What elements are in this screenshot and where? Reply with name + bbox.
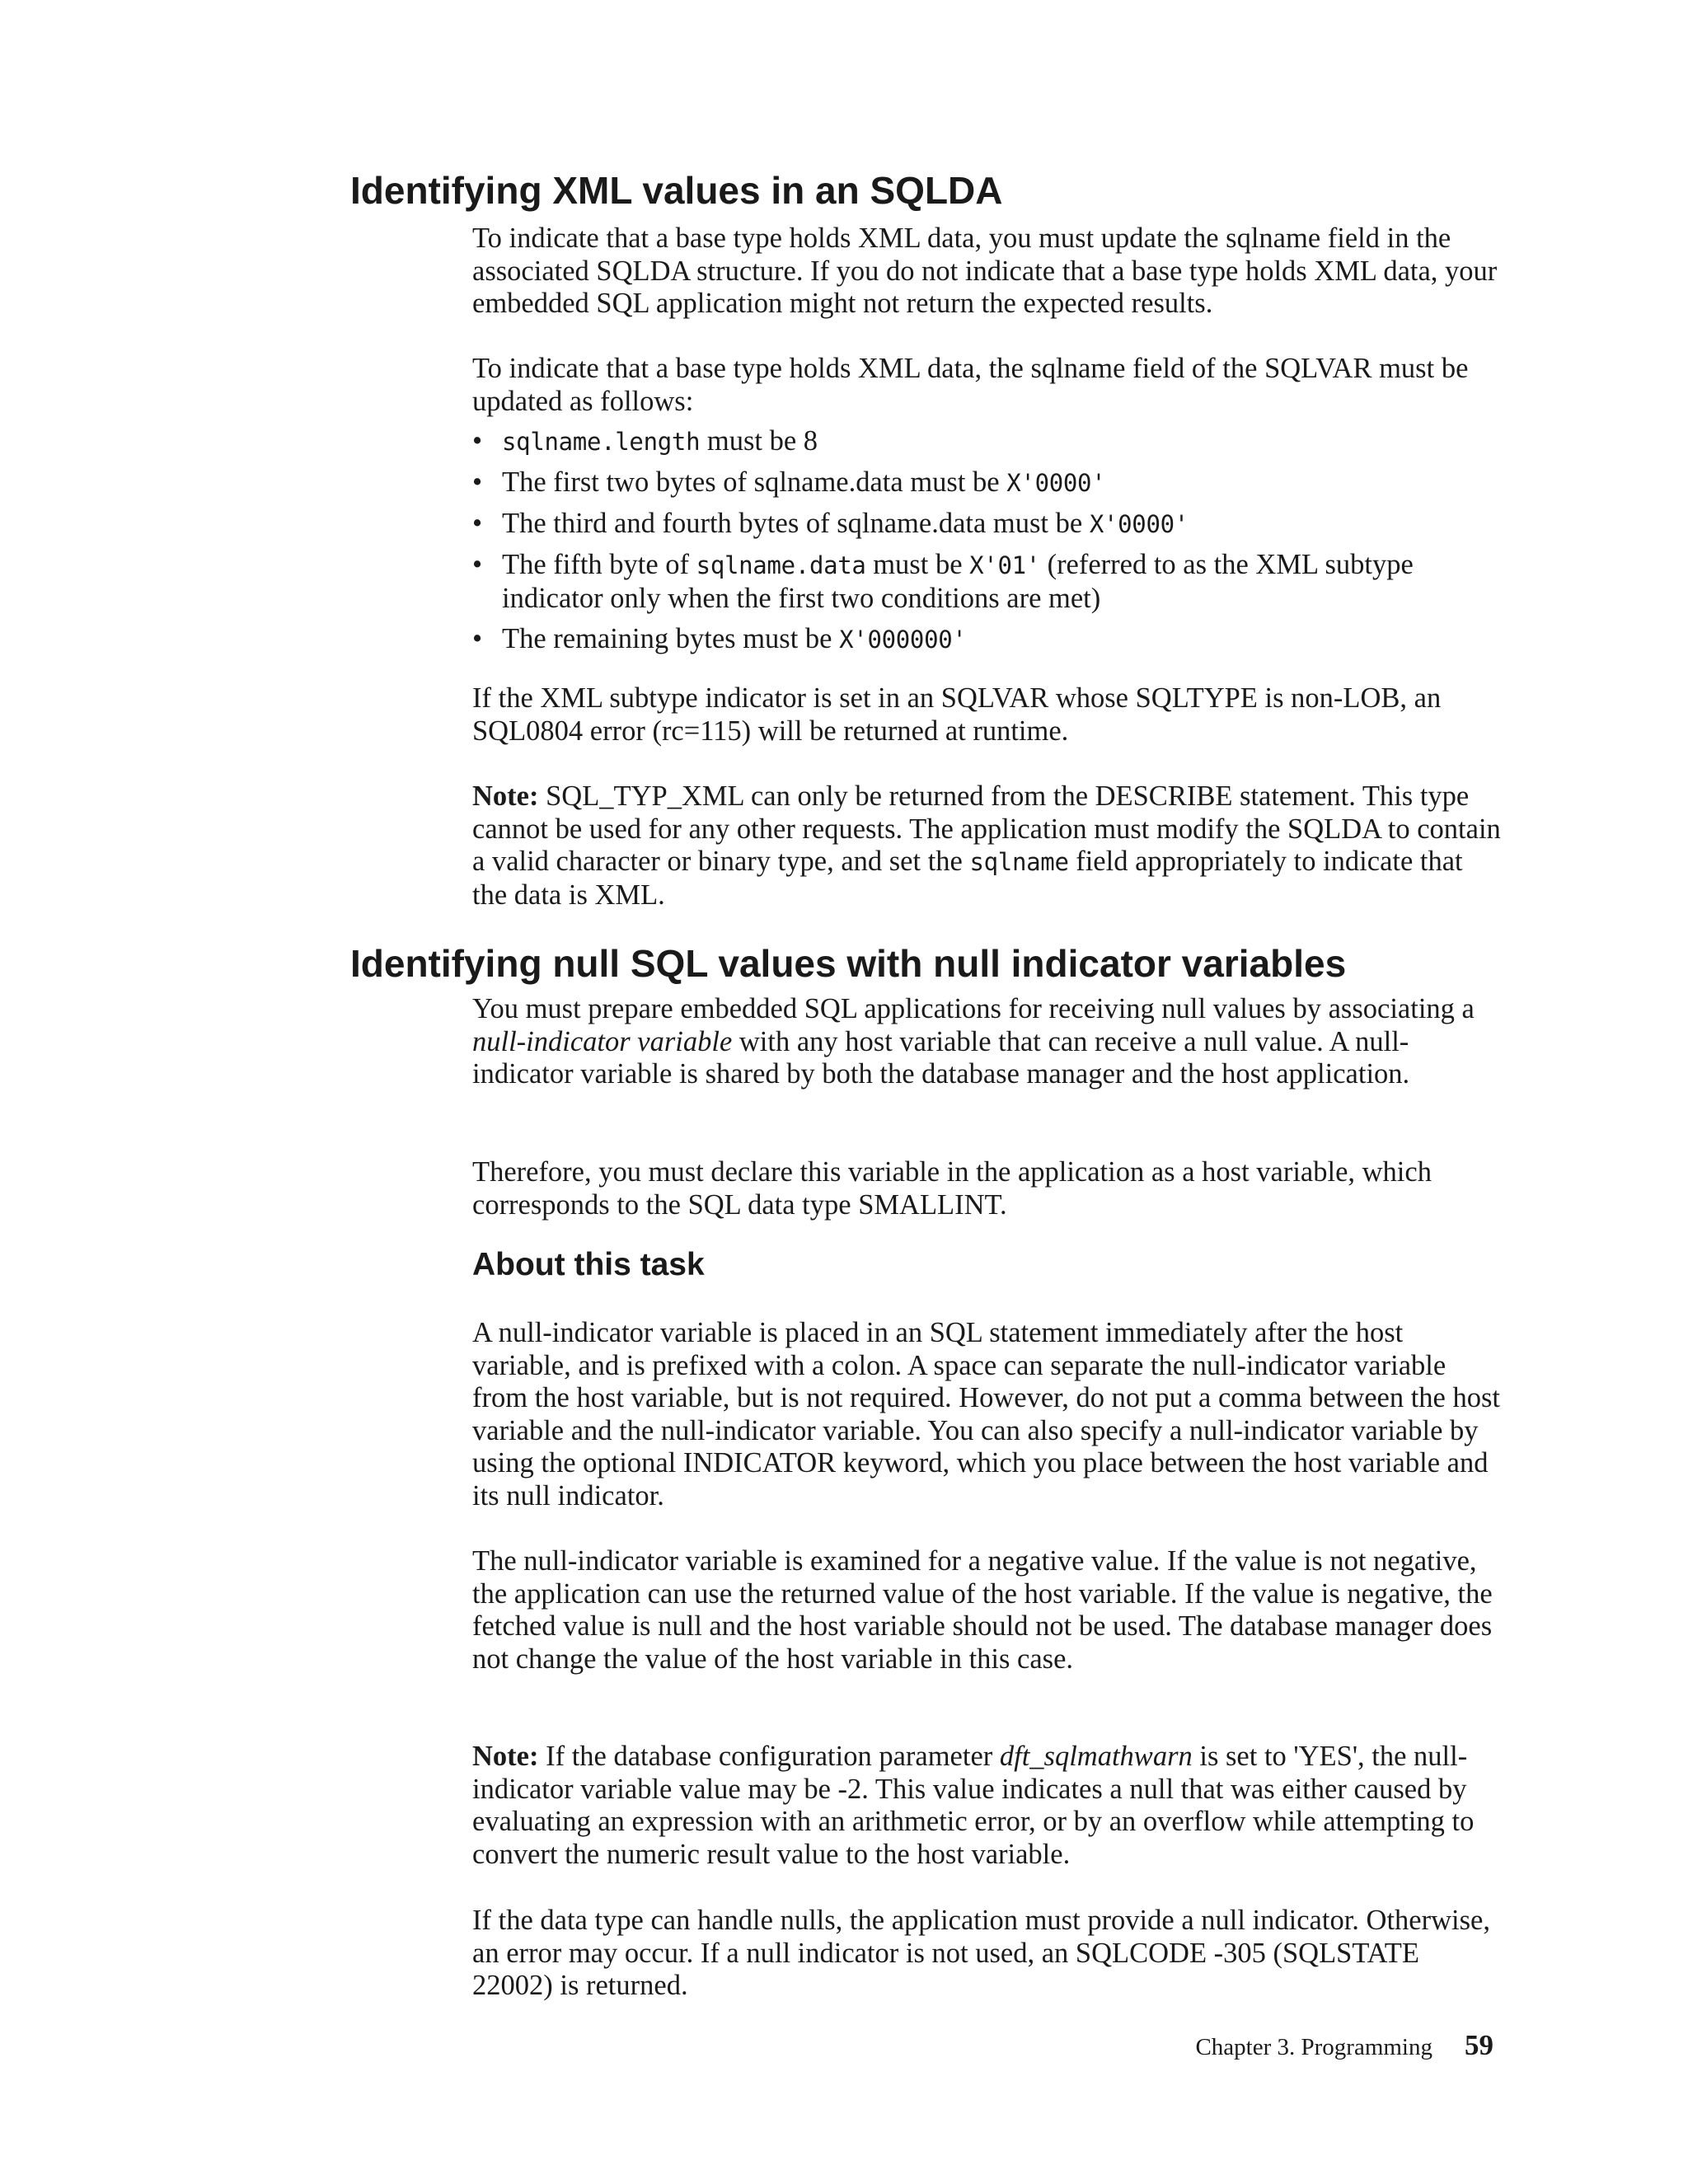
code-sqlname-length: sqlname.length bbox=[502, 428, 701, 456]
xml-intro-paragraph: To indicate that a base type holds XML data, you must update the sqlname field in the associated SQLDA structure. If you do not indicate that a base type holds XML data, your embedded SQL application might not return the expected results. bbox=[472, 223, 1498, 320]
sqlcode-305-paragraph: If the data type can handle nulls, the application must provide a null indicator. Otherwise, an error may occur. If a null indicator is not used, an SQLCODE -305 (SQLSTATE 22002) is returned. bbox=[472, 1905, 1490, 2002]
section-heading-xml-sqlda: Identifying XML values in an SQLDA bbox=[350, 169, 1003, 212]
page-number: 59 bbox=[1465, 2029, 1493, 2061]
term-dft-sqlmathwarn: dft_sqlmathwarn bbox=[999, 1741, 1193, 1772]
list-item: • sqlname.length must be 8 bbox=[472, 425, 1511, 459]
subheading-about-this-task: About this task bbox=[472, 1247, 705, 1282]
smallint-paragraph: Therefore, you must declare this variable in the application as a host variable, which corresponds to the SQL data type SMALLINT. bbox=[472, 1156, 1432, 1221]
xml-note: Note: SQL_TYP_XML can only be returned from the DESCRIBE statement. This type cannot be used for any other requests. The application must modify the SQLDA to contain a valid character or binary type, and set the sqlname field appropriately to indicate that the data is XML. bbox=[472, 780, 1501, 911]
xml-sqlname-paragraph: To indicate that a base type holds XML data, the sqlname field of the SQLVAR must be updated as follows: bbox=[472, 353, 1469, 417]
list-item: • The remaining bytes must be X'000000' bbox=[472, 623, 1511, 657]
code-sqlname: sqlname bbox=[969, 848, 1069, 877]
list-item: • The third and fourth bytes of sqlname.data must be X'0000' bbox=[472, 508, 1511, 541]
code-value: X'01' bbox=[969, 551, 1040, 579]
code-value: X'000000' bbox=[839, 625, 967, 654]
sqlname-requirements-list bbox=[472, 425, 1511, 664]
code-value: X'0000' bbox=[1006, 468, 1106, 497]
note-label: Note: bbox=[472, 1741, 539, 1772]
code-sqlname-data: sqlname.data bbox=[696, 551, 866, 579]
null-placement-paragraph: A null-indicator variable is placed in an SQL statement immediately after the host variable, and is prefixed with a colon. A space can separate the null-indicator variable from the host variable, but is not required. However, do not put a comma between the host variable and the null-indicator variable. You can also specify a null-indicator variable by using the optional INDICATOR keyword, which you place between the host variable and its null indicator. bbox=[472, 1317, 1501, 1511]
term-null-indicator-variable: null-indicator variable bbox=[472, 1025, 733, 1057]
note-label: Note: bbox=[472, 780, 539, 812]
footer-chapter-title: Chapter 3. Programming bbox=[1195, 2034, 1432, 2060]
list-item: • The first two bytes of sqlname.data must be X'0000' bbox=[472, 466, 1511, 500]
list-item: • The fifth byte of sqlname.data must be X'01' (referred to as the XML subtype indicator only when the first two conditions are met) bbox=[472, 549, 1511, 615]
null-intro-paragraph: You must prepare embedded SQL applications for receiving null values by associating a null-indicator variable with any host variable that can receive a null value. A null-indicator variable is shared by both the database manager and the host application. bbox=[472, 993, 1475, 1090]
negative-value-paragraph: The null-indicator variable is examined for a negative value. If the value is not negative, the application can use the returned value of the host variable. If the value is negative, the fetched value is null and the host variable should not be used. The database manager does not change the value of the host variable in this case. bbox=[472, 1545, 1493, 1675]
dft-sqlmathwarn-note: Note: If the database configuration parameter dft_sqlmathwarn is set to 'YES', the null-indicator variable value may be -2. This value indicates a null that was either caused by evaluating an expression with an arithmetic error, or by an overflow while attempting to convert the numeric result value to the host variable. bbox=[472, 1741, 1475, 1870]
sql0804-paragraph: If the XML subtype indicator is set in an SQLVAR whose SQLTYPE is non-LOB, an SQL0804 error (rc=115) will be returned at runtime. bbox=[472, 682, 1442, 747]
section-heading-null-indicator: Identifying null SQL values with null indicator variables bbox=[350, 942, 1347, 985]
page-footer bbox=[0, 2029, 1688, 2070]
code-value: X'0000' bbox=[1089, 509, 1189, 538]
